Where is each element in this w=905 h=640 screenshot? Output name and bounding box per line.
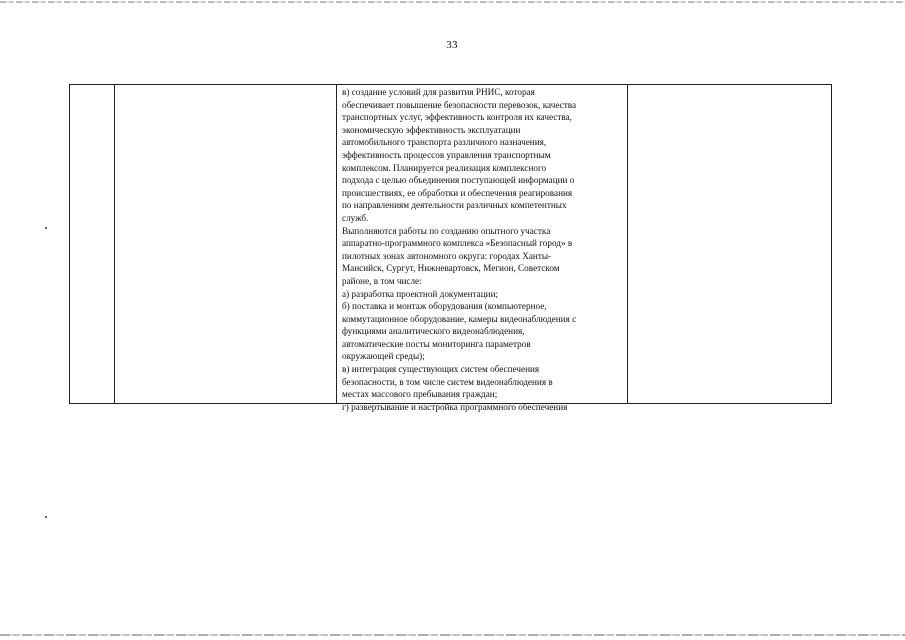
page-number: 33 xyxy=(446,39,458,51)
text-line: в) интеграция существующих систем обеспечения xyxy=(342,364,540,375)
text-line: служб. xyxy=(342,212,369,223)
text-line: Выполняются работы по созданию опытного участка xyxy=(342,225,551,236)
column-separator xyxy=(114,85,115,403)
text-line: Мансийск, Сургут, Нижневартовск, Мегион, Советском xyxy=(342,263,560,274)
text-line: автоматические посты мониторинга параметров xyxy=(342,338,531,349)
document-table xyxy=(69,84,832,412)
scan-edge-top xyxy=(0,1,905,3)
text-line: обеспечивает повышение безопасности перевозок, качества xyxy=(342,99,577,110)
text-line: окружающей среды); xyxy=(342,351,425,362)
scan-edge-bottom xyxy=(0,634,905,636)
text-line: а) разработка проектной документации; xyxy=(342,288,499,299)
margin-mark xyxy=(45,227,47,229)
text-line: г) развертывание и настройка программного обеспечения xyxy=(342,401,568,412)
text-line: аппаратно-программного комплекса «Безопасный город» в xyxy=(342,238,573,249)
text-line: подхода с целью объединения поступающей информации о xyxy=(342,175,575,186)
text-line: местах массового пребывания граждан; xyxy=(342,389,498,400)
text-line: районе, в том числе: xyxy=(342,275,422,286)
text-line: комплексом. Планируется реализация комплексного xyxy=(342,162,547,173)
text-line: автомобильного транспорта различного назначения, xyxy=(342,137,547,148)
text-line: экономическую эффективность эксплуатации xyxy=(342,124,521,135)
text-line: безопасности, в том числе систем видеонаблюдения в xyxy=(342,376,553,387)
text-line: коммутационное оборудование, камеры видеонаблюдения с xyxy=(342,313,577,324)
text-line: в) создание условий для развития РНИС, которая xyxy=(342,87,535,97)
text-line: пилотных зонах автономного округа: городах Ханты- xyxy=(342,250,552,261)
text-line: происшествиях, ее обработки и обеспечения реагирования xyxy=(342,187,573,198)
text-line: транспортных услуг, эффективность контроля их качества, xyxy=(342,112,572,123)
margin-mark xyxy=(45,516,47,518)
text-line: б) поставка и монтаж оборудования (компьютерное, xyxy=(342,301,547,312)
text-line: по направлениям деятельности различных компетентных xyxy=(342,200,567,211)
text-line: функциями аналитического видеонаблюдения, xyxy=(342,326,525,337)
text-line: эффективность процессов управления транспортным xyxy=(342,149,551,160)
description-cell xyxy=(342,86,628,413)
column-separator xyxy=(336,85,337,403)
